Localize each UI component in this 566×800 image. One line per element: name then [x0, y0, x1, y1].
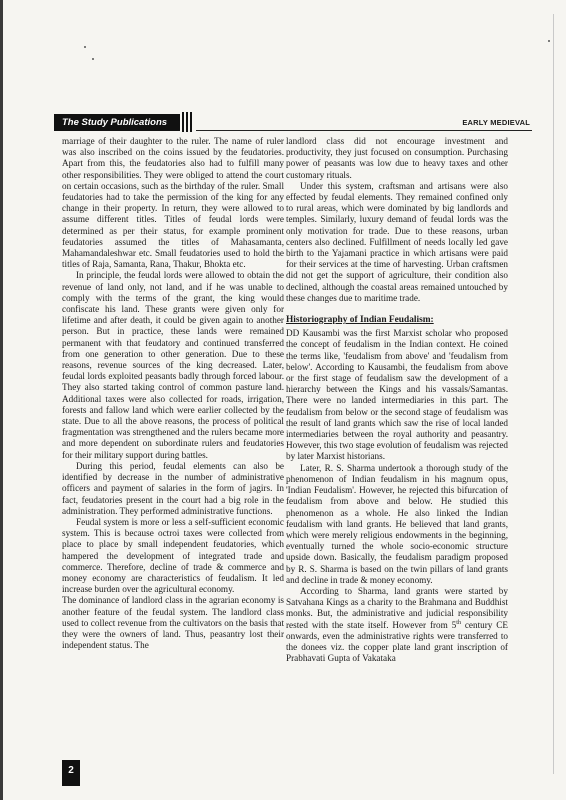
paragraph: DD Kausambi was the first Marxist scholar who proposed the concept of feudalism in the Indian context. He coined the terms like, 'feudalism from above' and 'feudalism from below'. According to Kausambi, the feudalism from above or the first stage of feudalism saw the development of a hierarchy between the Kings and his vassals/Samantas. There were no landed intermediaries in this part. The feudalism from below or the second stage of feudalism was the result of land grants which saw the rise of local landed intermediaries between the royal authority and peasantry. However, this two stage evolution of feudalism was rejected by later Marxist historians.: [286, 328, 508, 462]
paragraph: Later, R. S. Sharma undertook a thorough study of the phenomenon of Indian feudalism in his magnum opus, 'Indian Feudalism'. However, he rejected this bifurcation of feudalism from above and below. He studied this phenomenon as a whole. He also linked the Indian feudalism with land grants. He believed that land grants, which were merely religious endowments in the beginning, eventually turned the whole socio-economic structure upside down. Basically, the feudalism paradigm proposed by R. S. Sharma is based on the twin pillars of land grants and decline in trade & money economy.: [286, 462, 508, 585]
right-column: [286, 136, 508, 710]
paragraph: [286, 586, 508, 664]
superscript: th: [456, 619, 461, 626]
paragraph-text: According to Sharma, land grants were started by Satvahana Kings as a charity to the Brahmana and Buddhist monks. But, the administrative and judicial responsibility rested with the state itself. However from 5: [286, 585, 508, 630]
paragraph: The dominance of landlord class in the agrarian economy is another feature of the feudal system. The landlord class used to collect revenue from the cultivators on the basis that they were the owners of land. Thus, peasantry lost their independent status. The: [62, 595, 284, 651]
paragraph: In principle, the feudal lords were allowed to obtain the revenue of land only, not land, and if he was unable to comply with the terms of the grant, the king would confiscate his land. These grants were given only for lifetime and after death, it could be given again to another person. But in practice, these lands were remained permanent with that feudatory and continued transferred from one generation to other generation. Due to these reasons, revenue sources of the king decreased. Later, feudal lords exploited peasants badly through forced labour. They also started taking control of common pasture land. Additional taxes were also collected for roads, irrigation, forests and fallow land which were earlier collected by the state. Due to all the above reasons, the process of political fragmentation was strengthened and the rulers became more and more dependent on subordinate rulers and feudatories for their military support during battles.: [62, 270, 284, 460]
left-column: [62, 136, 284, 710]
paragraph: During this period, feudal elements can also be identified by decrease in the number of administrative officers and payment of salaries in the form of jagirs. In fact, feudatories present in the court had a big role in the administration. They performed administrative functions.: [62, 460, 284, 516]
paragraph-text: century CE onwards, even the administrative rights were transferred to the donees viz. the copper plate land grant inscription of Prabhavati Gupta of Vakataka: [286, 619, 508, 664]
header-rule: [196, 130, 532, 131]
section-heading: Historiography of Indian Feudalism:: [286, 315, 434, 326]
publisher-header: The Study Publications: [54, 114, 180, 131]
paragraph: Under this system, craftsman and artisans were also effected by feudal elements. They remained confined only to rural areas, which were dominated by big landlords and temples. Similarly, luxury demand of feudal lords was the only motivation for trade. Due to these reasons, urban centers also declined. Fulfillment of needs locally led gave birth to the Yajamani practice in which artisans were paid for their services at the time of harvesting. Urban craftsmen did not get the support of agriculture, their condition also declined, although the coastal areas remained untouched by these changes due to maritime trade.: [286, 180, 508, 303]
scan-right-rule: [553, 14, 554, 774]
paragraph: Feudal system is more or less a self-sufficient economic system. This is because octroi taxes were collected from place to place by small independent feudatories, which hampered the development of integrated trade and commerce. Therefore, decline of trade & commerce and money economy are characteristics of feudalism. It led increase burden over the agricultural economy.: [62, 516, 284, 595]
paragraph: marriage of their daughter to the ruler. The name of ruler was also inscribed on the coins issued by the feudatories. Apart from this, the feudatories also had to fulfill many other responsibilities. They were obliged to attend the court on certain occasions, such as the birthday of the ruler. Small feudatories had to take the permission of the king for any change in their property. In return, they were allowed to assume different titles. Titles of feudal lords were determined as per their status, for example prominent feudatories assumed the titles of Mahasamanta, Mahamandaleshwar etc. Small feudatories used to hold the titles of Raja, Samanta, Rana, Thakur, Bhokta etc.: [62, 136, 284, 270]
scan-speck: [548, 40, 550, 42]
section-title: EARLY MEDIEVAL: [462, 118, 530, 127]
paragraph: landlord class did not encourage investment and productivity, they just focused on consumption. Purchasing power of peasants was low due to heavy taxes and other customary rituals.: [286, 136, 508, 180]
scan-left-edge: [0, 0, 3, 800]
scan-speck: [92, 58, 94, 60]
header-ticks: [181, 112, 193, 132]
scan-speck: [84, 46, 86, 48]
page-number: 2: [62, 760, 80, 786]
